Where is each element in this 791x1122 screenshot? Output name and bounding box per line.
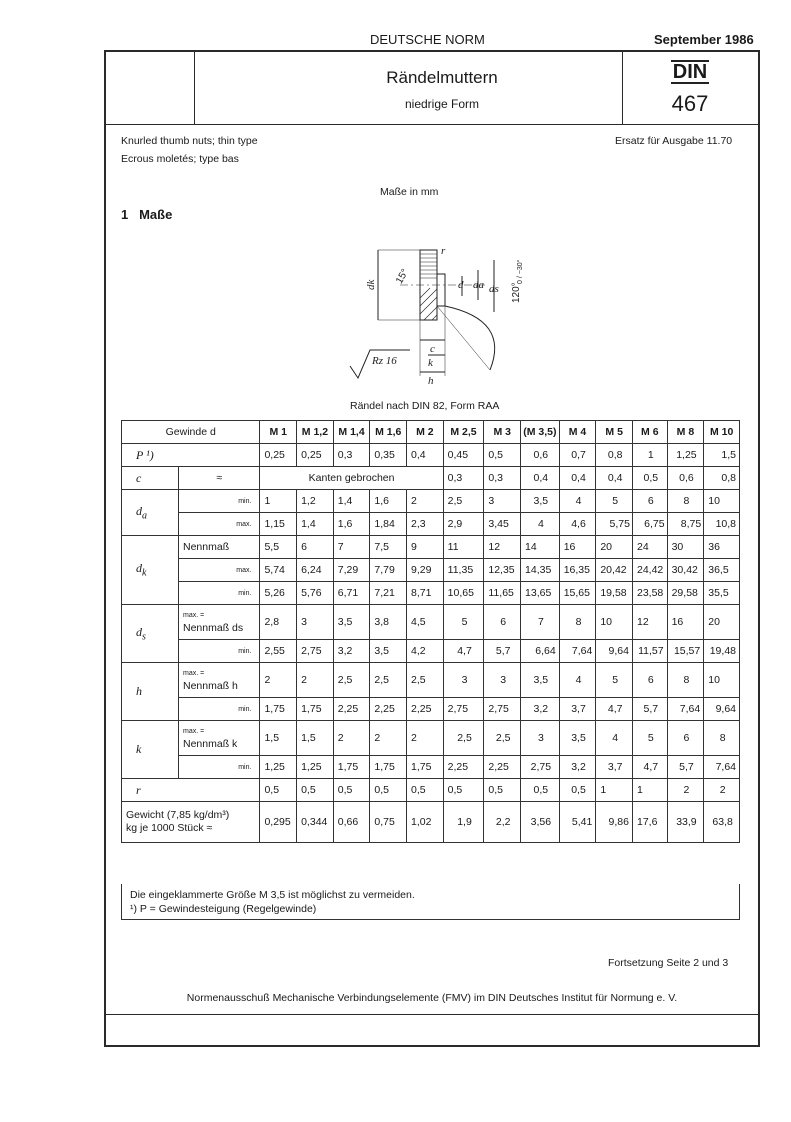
table-row-c bbox=[122, 467, 740, 490]
h-min-cell: 2,25 bbox=[333, 698, 370, 721]
c-cell: 0,5 bbox=[632, 467, 667, 490]
table-row-r bbox=[122, 779, 740, 802]
size-header: M 4 bbox=[559, 421, 596, 444]
r-cell: 1 bbox=[632, 779, 667, 802]
table-row-k-min bbox=[122, 756, 740, 779]
da-max-cell: 6,75 bbox=[632, 513, 667, 536]
ds-max-cell: 3,8 bbox=[370, 605, 407, 640]
dk-label: dk bbox=[365, 279, 377, 290]
P-cell: 0,3 bbox=[333, 444, 370, 467]
k-max-cell: 2,5 bbox=[484, 721, 521, 756]
da-min-cell: 1,2 bbox=[297, 490, 334, 513]
P-cell: 0,25 bbox=[260, 444, 297, 467]
dk-nenn-cell: 9 bbox=[407, 536, 444, 559]
P-cell: 1,5 bbox=[704, 444, 740, 467]
r-cell: 0,5 bbox=[559, 779, 596, 802]
size-header: M 5 bbox=[596, 421, 633, 444]
k-min-cell: 3,7 bbox=[596, 756, 633, 779]
row-label-r: r bbox=[122, 779, 260, 802]
dk-max-cell: 7,29 bbox=[333, 559, 370, 582]
da-min-cell: 2 bbox=[407, 490, 444, 513]
r-label: r bbox=[441, 245, 446, 257]
rz-label: Rz 16 bbox=[372, 355, 397, 367]
h-max-cell: 6 bbox=[632, 663, 667, 698]
angle2-label: 120° bbox=[511, 282, 522, 303]
da-max-cell: 5,75 bbox=[596, 513, 633, 536]
da-max-label: max. bbox=[179, 513, 260, 536]
ds-min-cell: 9,64 bbox=[596, 640, 633, 663]
k-min-cell: 2,25 bbox=[443, 756, 484, 779]
h-max-cell: 8 bbox=[667, 663, 704, 698]
din-label: DIN bbox=[672, 61, 708, 83]
da-min-cell: 3 bbox=[484, 490, 521, 513]
norm-type: DEUTSCHE NORM bbox=[370, 32, 485, 47]
da-label: da bbox=[473, 279, 484, 291]
weight-cell: 17,6 bbox=[632, 802, 667, 843]
k-max-cell: 1,5 bbox=[260, 721, 297, 756]
dk-min-cell: 11,65 bbox=[484, 582, 521, 605]
c-cell: 0,6 bbox=[667, 467, 704, 490]
table-header-row bbox=[122, 421, 740, 444]
r-cell: 0,5 bbox=[333, 779, 370, 802]
dk-nenn-cell: 11 bbox=[443, 536, 484, 559]
weight-cell: 3,56 bbox=[521, 802, 560, 843]
k-max-cell: 6 bbox=[667, 721, 704, 756]
dk-min-cell: 35,5 bbox=[704, 582, 740, 605]
english-title: Knurled thumb nuts; thin type bbox=[121, 135, 258, 147]
weight-cell: 2,2 bbox=[484, 802, 521, 843]
k-min-cell: 1,25 bbox=[297, 756, 334, 779]
da-min-cell: 1,4 bbox=[333, 490, 370, 513]
replacement-note: Ersatz für Ausgabe 11.70 bbox=[615, 135, 733, 147]
P-cell: 0,25 bbox=[297, 444, 334, 467]
ds-min-cell: 3,5 bbox=[370, 640, 407, 663]
ds-max-cell: 8 bbox=[559, 605, 596, 640]
ds-min-cell: 19,48 bbox=[704, 640, 740, 663]
table-row-da-max bbox=[122, 513, 740, 536]
dk-max-cell: 6,24 bbox=[297, 559, 334, 582]
r-cell: 2 bbox=[704, 779, 740, 802]
weight-cell: 0,295 bbox=[260, 802, 297, 843]
k-label: k bbox=[428, 357, 433, 369]
table-row-h-min bbox=[122, 698, 740, 721]
dk-min-cell: 15,65 bbox=[559, 582, 596, 605]
k-min-cell: 4,7 bbox=[632, 756, 667, 779]
ds-min-cell: 3,2 bbox=[333, 640, 370, 663]
knurl-hatch bbox=[420, 254, 437, 278]
dk-max-cell: 11,35 bbox=[443, 559, 484, 582]
ds-max-cell: 12 bbox=[632, 605, 667, 640]
da-max-cell: 1,84 bbox=[370, 513, 407, 536]
c-cell: 0,8 bbox=[704, 467, 740, 490]
dk-max-cell: 20,42 bbox=[596, 559, 633, 582]
header-divider-left bbox=[194, 52, 195, 124]
k-min-cell: 1,75 bbox=[407, 756, 444, 779]
k-max-cell: 2 bbox=[333, 721, 370, 756]
c-cell: 0,4 bbox=[596, 467, 633, 490]
ds-max-cell: 5 bbox=[443, 605, 484, 640]
ds-max-cell: 16 bbox=[667, 605, 704, 640]
row-label-h: h bbox=[122, 663, 179, 721]
h-label: h bbox=[428, 375, 434, 387]
dk-max-cell: 7,79 bbox=[370, 559, 407, 582]
dk-min-cell: 13,65 bbox=[521, 582, 560, 605]
angle2-tolerance: 0 / −30° bbox=[517, 259, 524, 284]
da-min-cell: 5 bbox=[596, 490, 633, 513]
angle1-label: 15° bbox=[394, 267, 412, 286]
h-min-cell: 2,75 bbox=[443, 698, 484, 721]
da-max-cell: 2,9 bbox=[443, 513, 484, 536]
dk-nenn-cell: 12 bbox=[484, 536, 521, 559]
document-subtitle: niedrige Form bbox=[404, 97, 480, 111]
da-max-cell: 4 bbox=[521, 513, 560, 536]
dk-nenn-cell: 5,5 bbox=[260, 536, 297, 559]
ds-min-label: min. bbox=[179, 640, 260, 663]
size-header: (M 3,5) bbox=[521, 421, 560, 444]
k-min-label: min. bbox=[179, 756, 260, 779]
P-cell: 1 bbox=[632, 444, 667, 467]
da-max-cell: 1,6 bbox=[333, 513, 370, 536]
dk-min-cell: 5,76 bbox=[297, 582, 334, 605]
weight-cell: 5,41 bbox=[559, 802, 596, 843]
dimension-table bbox=[121, 420, 740, 843]
dk-min-cell: 23,58 bbox=[632, 582, 667, 605]
c-cell: 0,4 bbox=[521, 467, 560, 490]
size-header: M 1 bbox=[260, 421, 297, 444]
h-max-cell: 2,5 bbox=[407, 663, 444, 698]
dk-min-cell: 19,58 bbox=[596, 582, 633, 605]
k-min-cell: 1,75 bbox=[370, 756, 407, 779]
weight-cell: 33,9 bbox=[667, 802, 704, 843]
section-hatch bbox=[420, 288, 437, 320]
table-row-dk-max bbox=[122, 559, 740, 582]
size-header: M 6 bbox=[632, 421, 667, 444]
weight-cell: 1,9 bbox=[443, 802, 484, 843]
h-max-cell: 2,5 bbox=[370, 663, 407, 698]
da-min-cell: 4 bbox=[559, 490, 596, 513]
dk-max-cell: 16,35 bbox=[559, 559, 596, 582]
da-max-cell: 10,8 bbox=[704, 513, 740, 536]
da-max-cell: 1,15 bbox=[260, 513, 297, 536]
k-max-cell: 1,5 bbox=[297, 721, 334, 756]
dk-max-label: max. bbox=[179, 559, 260, 582]
ds-max-cell: 2,8 bbox=[260, 605, 297, 640]
r-cell: 0,5 bbox=[370, 779, 407, 802]
h-max-cell: 5 bbox=[596, 663, 633, 698]
c-label: c bbox=[430, 343, 435, 355]
row-label-ds: $d_s$ bbox=[122, 605, 179, 663]
table-row-h-max bbox=[122, 663, 740, 698]
P-cell: 0,5 bbox=[484, 444, 521, 467]
table-row-weight bbox=[122, 802, 740, 843]
dk-min-cell: 10,65 bbox=[443, 582, 484, 605]
units-note: Maße in mm bbox=[380, 186, 439, 198]
k-min-cell: 5,7 bbox=[667, 756, 704, 779]
r-cell: 1 bbox=[596, 779, 633, 802]
P-cell: 0,7 bbox=[559, 444, 596, 467]
da-max-cell: 2,3 bbox=[407, 513, 444, 536]
ds-max-cell: 10 bbox=[596, 605, 633, 640]
h-min-cell: 7,64 bbox=[667, 698, 704, 721]
da-max-cell: 8,75 bbox=[667, 513, 704, 536]
da-min-label: min. bbox=[179, 490, 260, 513]
P-cell: 0,35 bbox=[370, 444, 407, 467]
weight-cell: 1,02 bbox=[407, 802, 444, 843]
k-min-cell: 2,75 bbox=[521, 756, 560, 779]
table-row-da-min bbox=[122, 490, 740, 513]
dk-nenn-cell: 14 bbox=[521, 536, 560, 559]
nut-collar bbox=[437, 274, 445, 306]
da-min-cell: 1 bbox=[260, 490, 297, 513]
k-min-cell: 2,25 bbox=[484, 756, 521, 779]
k-max-label: max. = Nennmaß k bbox=[179, 721, 260, 756]
dk-min-cell: 29,58 bbox=[667, 582, 704, 605]
k-max-cell: 5 bbox=[632, 721, 667, 756]
table-row-dk-min bbox=[122, 582, 740, 605]
note-footnote: ¹) P = Gewindesteigung (Regelgewinde) bbox=[130, 903, 317, 915]
table-row-ds-max bbox=[122, 605, 740, 640]
dk-max-cell: 5,74 bbox=[260, 559, 297, 582]
dk-nenn-cell: 16 bbox=[559, 536, 596, 559]
din-logo bbox=[620, 60, 760, 84]
dk-nenn-cell: 20 bbox=[596, 536, 633, 559]
da-max-cell: 1,4 bbox=[297, 513, 334, 536]
table-row-dk-nenn bbox=[122, 536, 740, 559]
k-max-cell: 3 bbox=[521, 721, 560, 756]
da-sub: a bbox=[142, 510, 147, 522]
k-min-cell: 3,2 bbox=[559, 756, 596, 779]
da-max-cell: 3,45 bbox=[484, 513, 521, 536]
h-min-cell: 2,25 bbox=[407, 698, 444, 721]
dk-nenn-cell: 30 bbox=[667, 536, 704, 559]
r-cell: 0,5 bbox=[521, 779, 560, 802]
weight-cell: 0,344 bbox=[297, 802, 334, 843]
ds-min-cell: 6,64 bbox=[521, 640, 560, 663]
h-min-cell: 3,7 bbox=[559, 698, 596, 721]
issue-date: September 1986 bbox=[654, 32, 754, 47]
size-header: M 10 bbox=[704, 421, 740, 444]
h-max-cell: 10 bbox=[704, 663, 740, 698]
r-cell: 0,5 bbox=[260, 779, 297, 802]
din-number: 467 bbox=[671, 91, 709, 116]
dk-max-cell: 14,35 bbox=[521, 559, 560, 582]
r-cell: 0,5 bbox=[443, 779, 484, 802]
figure-caption: Rändel nach DIN 82, Form RAA bbox=[350, 400, 500, 412]
table-notes bbox=[121, 884, 740, 920]
ds-max-cell: 3 bbox=[297, 605, 334, 640]
dk-min-cell: 5,26 bbox=[260, 582, 297, 605]
row-label-c: c bbox=[122, 467, 179, 490]
dk-nenn-cell: 6 bbox=[297, 536, 334, 559]
angle-arc bbox=[445, 306, 495, 370]
c-edges-broken: Kanten gebrochen bbox=[260, 467, 443, 490]
size-header: M 2 bbox=[407, 421, 444, 444]
h-max-cell: 3,5 bbox=[521, 663, 560, 698]
k-max-cell: 3,5 bbox=[559, 721, 596, 756]
P-cell: 0,6 bbox=[521, 444, 560, 467]
dk-nenn-cell: 7,5 bbox=[370, 536, 407, 559]
ds-min-cell: 2,55 bbox=[260, 640, 297, 663]
k-max-cell: 2,5 bbox=[443, 721, 484, 756]
dk-nenn-cell: 7 bbox=[333, 536, 370, 559]
dk-sub: k bbox=[142, 567, 147, 579]
french-title: Ecrous moletés; type bas bbox=[121, 153, 239, 165]
k-min-cell: 7,64 bbox=[704, 756, 740, 779]
h-min-cell: 4,7 bbox=[596, 698, 633, 721]
ds-max-label: max. = Nennmaß ds bbox=[179, 605, 260, 640]
c-cell: 0,4 bbox=[559, 467, 596, 490]
footer-rule bbox=[106, 1014, 758, 1015]
ds-min-cell: 4,2 bbox=[407, 640, 444, 663]
d-label: d bbox=[458, 279, 464, 291]
size-header: M 8 bbox=[667, 421, 704, 444]
h-max-cell: 3 bbox=[484, 663, 521, 698]
ds-min-cell: 4,7 bbox=[443, 640, 484, 663]
h-min-cell: 2,75 bbox=[484, 698, 521, 721]
h-min-cell: 5,7 bbox=[632, 698, 667, 721]
header-bottom-rule bbox=[106, 124, 758, 125]
ds-sub: s bbox=[142, 631, 146, 643]
ds-max-cell: 20 bbox=[704, 605, 740, 640]
k-min-cell: 1,25 bbox=[260, 756, 297, 779]
h-min-label: min. bbox=[179, 698, 260, 721]
c-approx: ≈ bbox=[179, 467, 260, 490]
r-cell: 0,5 bbox=[407, 779, 444, 802]
ds-min-cell: 5,7 bbox=[484, 640, 521, 663]
P-cell: 0,4 bbox=[407, 444, 444, 467]
r-cell: 2 bbox=[667, 779, 704, 802]
size-header: M 1,6 bbox=[370, 421, 407, 444]
dk-max-cell: 36,5 bbox=[704, 559, 740, 582]
ds-max-cell: 4,5 bbox=[407, 605, 444, 640]
h-max-cell: 2,5 bbox=[333, 663, 370, 698]
da-min-cell: 1,6 bbox=[370, 490, 407, 513]
r-cell: 0,5 bbox=[297, 779, 334, 802]
dk-max-cell: 30,42 bbox=[667, 559, 704, 582]
c-cell: 0,3 bbox=[443, 467, 484, 490]
h-max-cell: 3 bbox=[443, 663, 484, 698]
da-max-cell: 4,6 bbox=[559, 513, 596, 536]
da-min-cell: 10 bbox=[704, 490, 740, 513]
dk-max-cell: 9,29 bbox=[407, 559, 444, 582]
da-min-cell: 2,5 bbox=[443, 490, 484, 513]
ds-max-cell: 7 bbox=[521, 605, 560, 640]
thread-corner: Gewinde d bbox=[122, 421, 260, 444]
weight-cell: 0,66 bbox=[333, 802, 370, 843]
row-label-dk: $d_k$ bbox=[122, 536, 179, 605]
k-max-cell: 8 bbox=[704, 721, 740, 756]
c-cell: 0,3 bbox=[484, 467, 521, 490]
P-cell: 1,25 bbox=[667, 444, 704, 467]
h-min-cell: 1,75 bbox=[260, 698, 297, 721]
h-min-cell: 9,64 bbox=[704, 698, 740, 721]
k-min-cell: 1,75 bbox=[333, 756, 370, 779]
da-min-cell: 8 bbox=[667, 490, 704, 513]
h-max-cell: 2 bbox=[297, 663, 334, 698]
weight-cell: 9,86 bbox=[596, 802, 633, 843]
ds-min-cell: 15,57 bbox=[667, 640, 704, 663]
note-bracket: Die eingeklammerte Größe M 3,5 ist möglichst zu vermeiden. bbox=[130, 889, 415, 901]
table-row-ds-min bbox=[122, 640, 740, 663]
continuation-note: Fortsetzung Seite 2 und 3 bbox=[608, 957, 729, 969]
ds-min-cell: 2,75 bbox=[297, 640, 334, 663]
row-label-weight: Gewicht (7,85 kg/dm³) kg je 1000 Stück ≈ bbox=[122, 802, 260, 843]
section-heading: 1 Maße bbox=[121, 207, 173, 222]
size-header: M 1,4 bbox=[333, 421, 370, 444]
dk-nenn-cell: 36 bbox=[704, 536, 740, 559]
size-header: M 3 bbox=[484, 421, 521, 444]
k-max-cell: 2 bbox=[370, 721, 407, 756]
h-min-cell: 1,75 bbox=[297, 698, 334, 721]
dk-min-label: min. bbox=[179, 582, 260, 605]
size-header: M 2,5 bbox=[443, 421, 484, 444]
h-max-cell: 4 bbox=[559, 663, 596, 698]
r-cell: 0,5 bbox=[484, 779, 521, 802]
dk-min-cell: 8,71 bbox=[407, 582, 444, 605]
dk-max-cell: 12,35 bbox=[484, 559, 521, 582]
ds-max-cell: 6 bbox=[484, 605, 521, 640]
weight-cell: 0,75 bbox=[370, 802, 407, 843]
ds-max-cell: 3,5 bbox=[333, 605, 370, 640]
ds-min-cell: 7,64 bbox=[559, 640, 596, 663]
weight-cell: 63,8 bbox=[704, 802, 740, 843]
ds-label: ds bbox=[489, 283, 499, 295]
h-min-cell: 2,25 bbox=[370, 698, 407, 721]
table-row-k-max bbox=[122, 721, 740, 756]
da-min-cell: 6 bbox=[632, 490, 667, 513]
nut-drawing bbox=[340, 240, 540, 390]
dk-min-cell: 6,71 bbox=[333, 582, 370, 605]
h-max-label: max. = Nennmaß h bbox=[179, 663, 260, 698]
table-row-P bbox=[122, 444, 740, 467]
committee-note: Normenausschuß Mechanische Verbindungselemente (FMV) im DIN Deutsches Institut für Normung e. V. bbox=[186, 992, 678, 1004]
dk-max-cell: 24,42 bbox=[632, 559, 667, 582]
h-min-cell: 3,2 bbox=[521, 698, 560, 721]
row-label-k: k bbox=[122, 721, 179, 779]
ds-min-cell: 11,57 bbox=[632, 640, 667, 663]
P-cell: 0,8 bbox=[596, 444, 633, 467]
k-max-cell: 4 bbox=[596, 721, 633, 756]
dk-nenn-cell: 24 bbox=[632, 536, 667, 559]
dk-nenn-label: Nennmaß bbox=[179, 536, 260, 559]
document-title: Rändelmuttern bbox=[386, 68, 498, 87]
row-label-da: $d_a$ bbox=[122, 490, 179, 536]
size-header: M 1,2 bbox=[297, 421, 334, 444]
h-max-cell: 2 bbox=[260, 663, 297, 698]
dk-min-cell: 7,21 bbox=[370, 582, 407, 605]
k-max-cell: 2 bbox=[407, 721, 444, 756]
row-label-P: P ¹) bbox=[122, 444, 260, 467]
da-min-cell: 3,5 bbox=[521, 490, 560, 513]
P-cell: 0,45 bbox=[443, 444, 484, 467]
